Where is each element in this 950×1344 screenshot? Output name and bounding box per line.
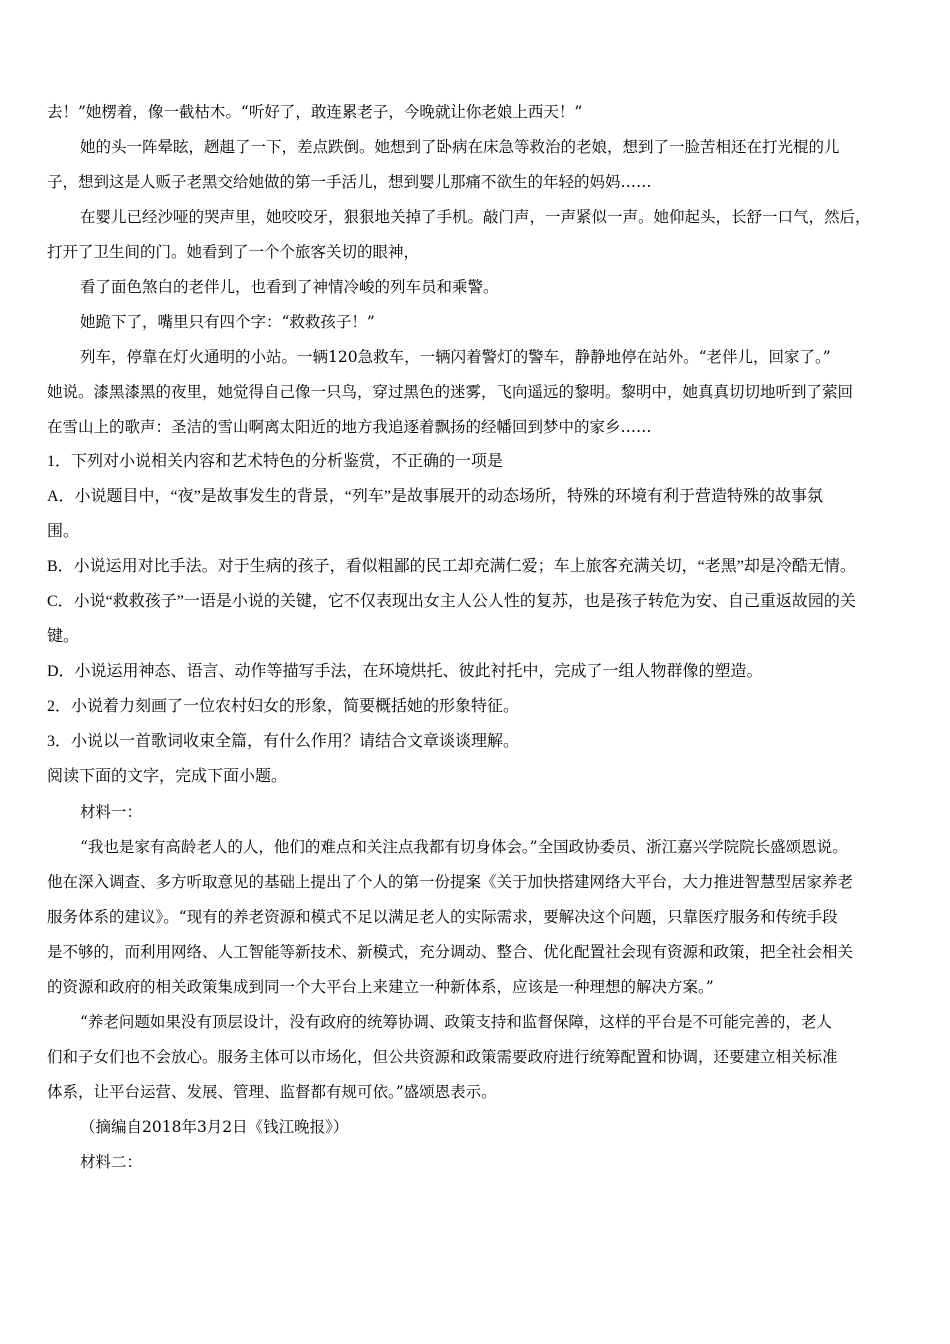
material-paragraph-line: “我也是家有高龄老人的人，他们的难点和关注点我都有切身体会。”全国政协委员、浙江嘉兴学院院长盛颂恩说。 xyxy=(80,838,848,856)
story-paragraph-line: 看了面色煞白的老伴儿，也看到了神情冷峻的列车员和乘警。 xyxy=(80,278,499,296)
material-paragraph-line: 他在深入调查、多方听取意见的基础上提出了个人的第一份提案《关于加快搭建网络大平台，大力推进智慧型居家养老 xyxy=(47,873,854,891)
option-c-cont: 键。 xyxy=(47,628,80,645)
material-paragraph-line: 们和子女们也不会放心。服务主体可以市场化，但公共资源和政策需要政府进行统筹配置和协调，还要建立相关标准 xyxy=(47,1048,838,1066)
option-c: C．小说“救救孩子”一语是小说的关键，它不仅表现出女主人公人性的复苏，也是孩子转危为安、自己重返故园的关 xyxy=(47,593,856,610)
story-paragraph-line: 在雪山上的歌声：圣洁的雪山啊离太阳近的地方我追逐着飘扬的经幡回到梦中的家乡…… xyxy=(47,418,652,436)
option-b: B．小说运用对比手法。对于生病的孩子，看似粗鄙的民工却充满仁爱；车上旅客充满关切，“老黑”却是冷酷无情。 xyxy=(47,558,856,575)
material-paragraph-line: 是不够的，而利用网络、人工智能等新技术、新模式，充分调动、整合、优化配置社会现有资源和政策，把全社会相关 xyxy=(47,943,854,961)
question-3: 3．小说以一首歌词收束全篇，有什么作用？请结合文章谈谈理解。 xyxy=(47,733,520,750)
material-paragraph-line: “养老问题如果没有顶层设计，没有政府的统筹协调、政策支持和监督保障，这样的平台是不可能完善的，老人 xyxy=(80,1013,832,1031)
story-paragraph-line: 她说。漆黑漆黑的夜里，她觉得自己像一只鸟，穿过黑色的迷雾，飞向遥远的黎明。黎明中，她真真切切地听到了萦回 xyxy=(47,383,854,401)
story-paragraph-line: 子，想到这是人贩子老黑交给她做的第一手活儿，想到婴儿那痛不欲生的年轻的妈妈…… xyxy=(47,173,652,191)
story-paragraph-line: 她跪下了，嘴里只有四个字：“救救孩子！” xyxy=(80,313,375,331)
story-paragraph-line: 去！”她楞着，像一截枯木。“听好了，敢连累老子，今晚就让你老娘上西天！” xyxy=(47,103,583,121)
story-paragraph-line: 在婴儿已经沙哑的哭声里，她咬咬牙，狠狠地关掉了手机。敲门声，一声紧似一声。她仰起头，长舒一口气，然后， xyxy=(80,208,871,226)
reading-instruction: 阅读下面的文字，完成下面小题。 xyxy=(47,768,288,785)
option-d: D．小说运用神态、语言、动作等描写手法，在环境烘托、彼此衬托中，完成了一组人物群像的塑造。 xyxy=(47,663,763,680)
story-paragraph-line: 她的头一阵晕眩，趔趄了一下，差点跌倒。她想到了卧病在床急等救治的老娘，想到了一脸苦相还在打光棍的儿 xyxy=(80,138,840,156)
material-paragraph-line: 的资源和政府的相关政策集成到同一个大平台上来建立一种新体系，应该是一种理想的解决方案。” xyxy=(47,978,714,996)
material-2-heading: 材料二： xyxy=(80,1153,143,1171)
question-2: 2．小说着力刻画了一位农村妇女的形象，简要概括她的形象特征。 xyxy=(47,698,520,715)
material-paragraph-line: 体系，让平台运营、发展、管理、监督都有规可依。”盛颂恩表示。 xyxy=(47,1083,497,1101)
story-paragraph-line: 列车，停靠在灯火通明的小站。一辆120急救车，一辆闪着警灯的警车，静静地停在站外。“老伴儿，回家了。” xyxy=(80,348,831,366)
story-paragraph-line: 打开了卫生间的门。她看到了一个个旅客关切的眼神， xyxy=(47,243,420,261)
material-paragraph-line: 服务体系的建议》。“现有的养老资源和模式不足以满足老人的实际需求，要解决这个问题，只靠医疗服务和传统手段 xyxy=(47,908,838,926)
option-a: A．小说题目中，“夜”是故事发生的背景，“列车”是故事展开的动态场所，特殊的环境有利于营造特殊的故事氛 xyxy=(47,488,823,505)
material-1-heading: 材料一： xyxy=(80,803,143,821)
source-citation: （摘编自2018年3月2日《钱江晚报》） xyxy=(80,1118,349,1136)
question-1: 1．下列对小说相关内容和艺术特色的分析鉴赏，不正确的一项是 xyxy=(47,453,504,470)
option-a-cont: 围。 xyxy=(47,523,80,540)
